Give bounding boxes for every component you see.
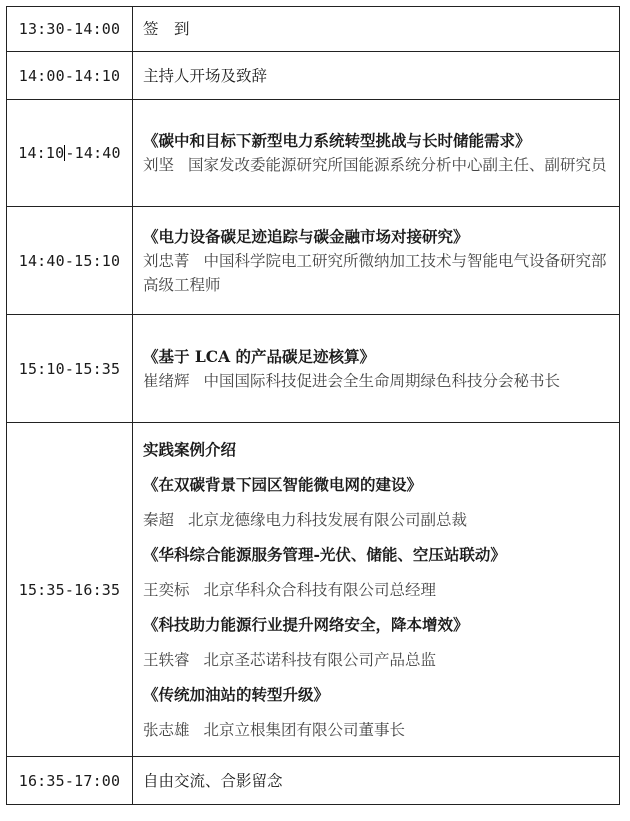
content-cell — [133, 7, 620, 52]
speaker-affiliation: 北京立根集团有限公司董事长 — [203, 720, 406, 739]
table-row — [7, 757, 620, 805]
time-cell — [7, 100, 133, 207]
speaker-name: 刘坚 — [143, 156, 175, 174]
content-cell — [133, 757, 620, 805]
time-cell: 16:35-17:00 — [7, 757, 133, 805]
time-dash: - — [65, 144, 75, 162]
speaker-affiliation: 中国国际科技促进会全生命周期绿色科技分会秘书长 — [203, 371, 561, 390]
speaker-info — [143, 578, 607, 602]
table-row — [7, 423, 620, 757]
case-title: 《传统加油站的转型升级》 — [143, 684, 330, 704]
case-title: 《在双碳背景下园区智能微电网的建设》 — [143, 474, 423, 494]
speaker-info — [143, 718, 607, 742]
time-cell: 14:00-14:10 — [7, 52, 133, 100]
content-cell — [133, 315, 620, 423]
time-end: 14:40 — [74, 144, 121, 162]
table-row — [7, 52, 620, 100]
speaker-name: 王轶睿 — [143, 650, 190, 669]
time-cell: 14:40-15:10 — [7, 207, 133, 315]
time-cell: 15:35-16:35 — [7, 423, 133, 757]
table-row — [7, 315, 620, 423]
speaker-name: 秦超 — [143, 510, 175, 529]
speaker-info — [143, 648, 607, 672]
speaker-info — [143, 153, 607, 177]
speaker-name: 刘忠菁 — [143, 251, 190, 270]
speaker-affiliation: 北京华科众合科技有限公司总经理 — [203, 580, 437, 599]
speaker-name: 张志雄 — [143, 720, 190, 739]
speaker-name: 崔绪辉 — [143, 371, 190, 390]
talk-title: 《电力设备碳足迹追踪与碳金融市场对接研究》 — [143, 226, 469, 246]
speaker-affiliation: 北京龙德缘电力科技发展有限公司副总裁 — [188, 510, 468, 529]
table-row — [7, 100, 620, 207]
case-title: 《华科综合能源服务管理-光伏、储能、空压站联动》 — [143, 544, 506, 564]
content-cell — [133, 207, 620, 315]
session-label: 自由交流、合影留念 — [143, 771, 283, 790]
talk-title: 《基于 LCA 的产品碳足迹核算》 — [143, 346, 376, 366]
table-row — [7, 207, 620, 315]
speaker-affiliation: 国家发改委能源研究所国能源系统分析中心副主任、副研究员 — [188, 156, 607, 174]
session-label: 主持人开场及致辞 — [143, 66, 268, 85]
table-row — [7, 7, 620, 52]
time-start: 14:10 — [18, 144, 65, 162]
time-cell: 15:10-15:35 — [7, 315, 133, 423]
content-cell — [133, 423, 620, 757]
talk-title: 《碳中和目标下新型电力系统转型挑战与长时储能需求》 — [143, 131, 531, 150]
content-cell — [133, 100, 620, 207]
content-cell — [133, 52, 620, 100]
speaker-affiliation: 中国科学院电工研究所微纳加工技术与智能电气设备研究部高级工程师 — [143, 251, 607, 294]
agenda-table — [6, 6, 620, 805]
section-heading: 实践案例介绍 — [143, 439, 237, 459]
speaker-info — [143, 369, 607, 393]
speaker-name: 王奕标 — [143, 580, 190, 599]
speaker-info — [143, 508, 607, 532]
speaker-info — [143, 249, 607, 297]
speaker-affiliation: 北京圣芯诺科技有限公司产品总监 — [203, 650, 437, 669]
session-label: 签 到 — [143, 20, 190, 38]
time-cell: 13:30-14:00 — [7, 7, 133, 52]
case-title: 《科技助力能源行业提升网络安全，降本增效》 — [143, 614, 469, 634]
